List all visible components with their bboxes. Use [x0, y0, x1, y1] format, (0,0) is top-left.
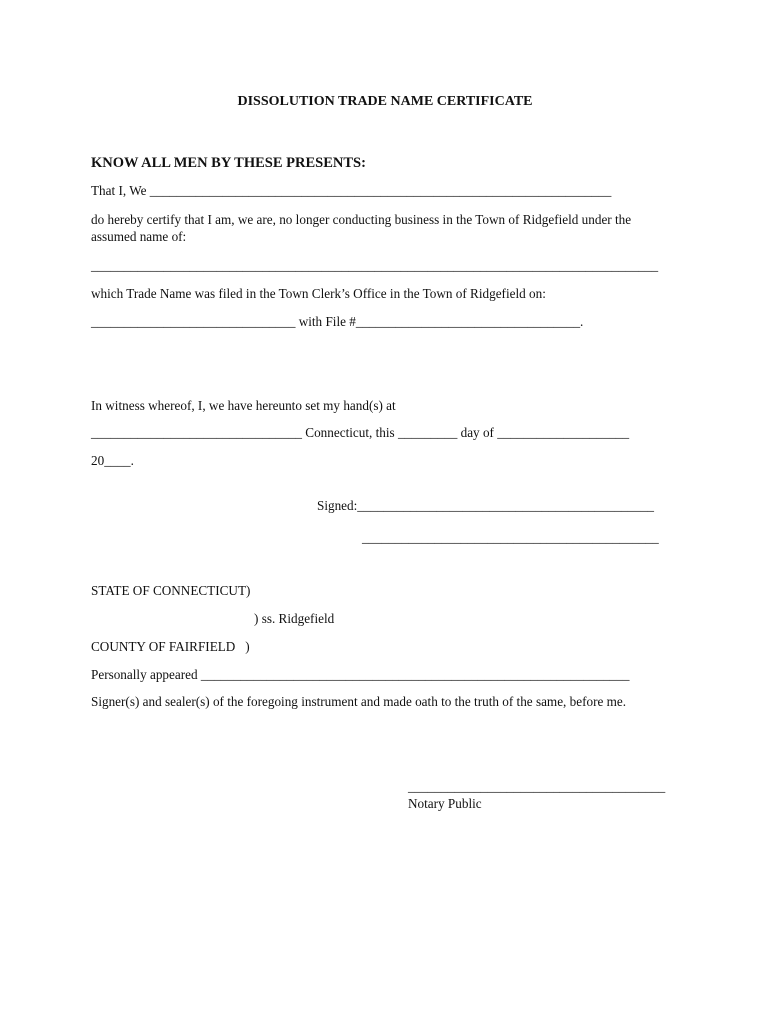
that-i-we-line: That I, We ______________________________________________________________________ [91, 183, 612, 198]
county-line: COUNTY OF FAIRFIELD ) [91, 639, 250, 654]
document-title: DISSOLUTION TRADE NAME CERTIFICATE [237, 94, 533, 109]
notary-public-label: Notary Public [408, 796, 482, 811]
personally-appeared-line: Personally appeared _________________________________________________________________ [91, 667, 630, 682]
state-line: STATE OF CONNECTICUT) [91, 583, 251, 598]
ss-ridgefield-line: ) ss. Ridgefield [254, 611, 335, 626]
place-date-line: ________________________________ Connecticut, this _________ day of ____________________ [91, 425, 630, 440]
signers-oath-text: Signer(s) and sealer(s) of the foregoing instrument and made oath to the truth of the same, before me. [91, 694, 627, 709]
certify-text-line-2: assumed name of: [91, 229, 187, 244]
assumed-name-blank: ______________________________________________________________________________________ [91, 258, 659, 273]
second-signature-line: _____________________________________________ [362, 530, 659, 545]
filed-text-line: which Trade Name was filed in the Town Clerk’s Office in the Town of Ridgefield on: [91, 286, 546, 301]
know-all-heading: KNOW ALL MEN BY THESE PRESENTS: [91, 155, 366, 171]
witness-text: In witness whereof, I, we have hereunto set my hand(s) at [91, 398, 396, 413]
year-line: 20____. [91, 453, 134, 468]
notary-signature-line: _______________________________________ [408, 779, 666, 794]
file-number-line: _______________________________ with File #__________________________________. [91, 314, 584, 329]
signed-line: Signed:_____________________________________________ [317, 498, 655, 513]
certify-text-line-1: do hereby certify that I am, we are, no longer conducting business in the Town of Ridgefield under the [91, 212, 632, 227]
